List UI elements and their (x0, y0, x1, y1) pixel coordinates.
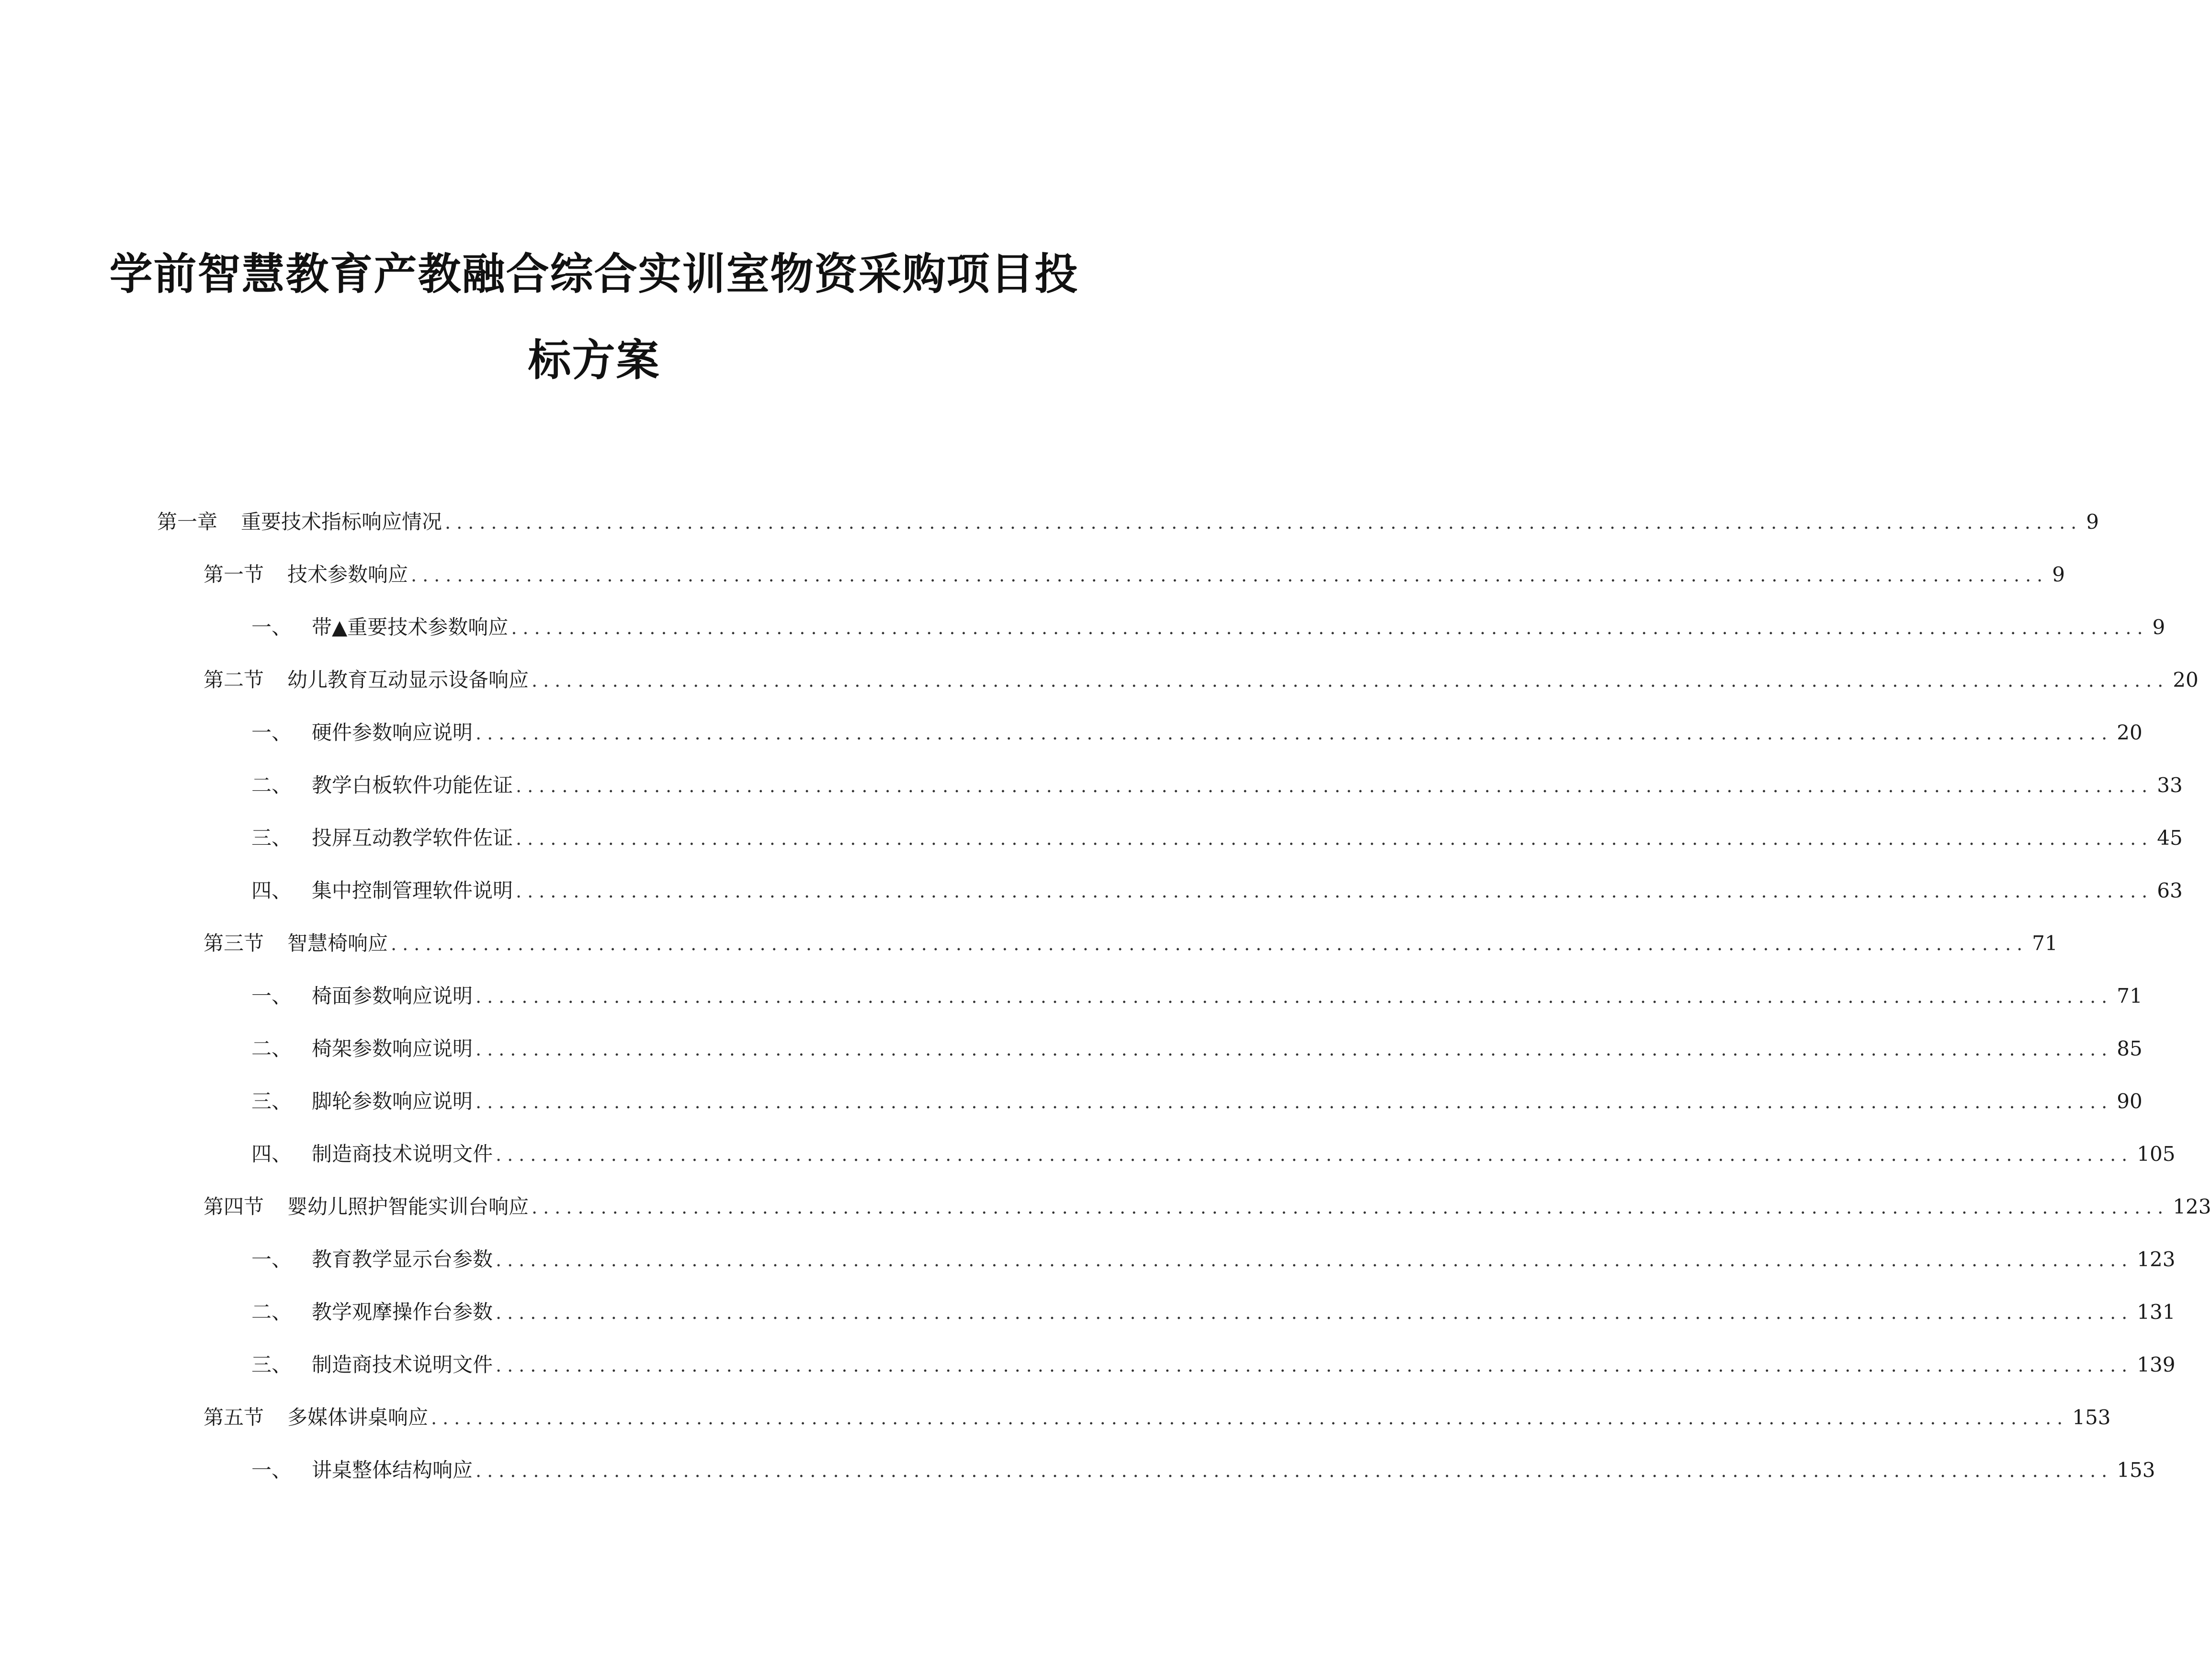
toc-entry[interactable] (251, 1298, 2176, 1327)
toc-page-number: 153 (2117, 1458, 2155, 1482)
toc-entry[interactable] (251, 1456, 2155, 1485)
toc-entry[interactable] (204, 560, 2065, 589)
toc-page-number: 105 (2137, 1142, 2176, 1166)
toc-entry[interactable] (251, 1245, 2176, 1274)
toc-entry[interactable] (251, 982, 2143, 1010)
toc-page-number: 9 (2152, 615, 2166, 639)
toc-dot-leader: .............................................................................................................................................. (516, 828, 2154, 849)
toc-entry-label: 二、 椅架参数响应说明 (251, 1037, 473, 1060)
toc-entry-label: 二、 教学观摩操作台参数 (251, 1300, 493, 1324)
toc-page-number: 20 (2117, 721, 2143, 744)
toc-dot-leader: .............................................................................................................................................. (391, 933, 2029, 954)
toc-entry-label: 三、 脚轮参数响应说明 (251, 1090, 473, 1113)
toc-page-number: 71 (2117, 984, 2143, 1008)
toc-entry[interactable] (204, 1192, 2211, 1221)
toc-dot-leader: .............................................................................................................................................. (511, 617, 2149, 638)
toc-dot-leader: .............................................................................................................................................. (496, 1355, 2133, 1376)
toc-entry-label: 一、 讲桌整体结构响应 (251, 1458, 473, 1482)
toc-page-number: 90 (2117, 1090, 2143, 1113)
toc-dot-leader: .............................................................................................................................................. (476, 986, 2113, 1007)
toc-dot-leader: .............................................................................................................................................. (476, 723, 2113, 744)
toc-dot-leader: .............................................................................................................................................. (476, 1039, 2113, 1060)
toc-entry-label: 四、 集中控制管理软件说明 (251, 879, 513, 902)
toc-entry[interactable] (157, 508, 2099, 536)
toc-entry-label: 第三节 智慧椅响应 (204, 931, 388, 955)
toc-entry-label: 第二节 幼儿教育互动显示设备响应 (204, 668, 529, 692)
toc-entry-label: 二、 教学白板软件功能佐证 (251, 773, 513, 797)
toc-entry[interactable] (251, 718, 2143, 747)
toc-entry-label: 三、 制造商技术说明文件 (251, 1353, 493, 1376)
toc-entry[interactable] (251, 771, 2183, 800)
toc-entry[interactable] (251, 824, 2183, 852)
toc-page-number: 33 (2157, 773, 2183, 797)
toc-page-number: 45 (2157, 826, 2183, 850)
toc-page-number: 85 (2117, 1037, 2143, 1060)
toc-entry-label: 一、 教育教学显示台参数 (251, 1248, 493, 1271)
toc-page-number: 9 (2086, 510, 2099, 534)
toc-page-number: 123 (2137, 1248, 2176, 1271)
toc-entry[interactable] (251, 1087, 2143, 1116)
toc-page-number: 153 (2072, 1406, 2111, 1429)
toc-dot-leader: .............................................................................................................................................. (411, 565, 2049, 586)
toc-page-number: 9 (2052, 563, 2065, 586)
toc-dot-leader: .............................................................................................................................................. (532, 1197, 2169, 1218)
toc-entry[interactable] (251, 876, 2183, 905)
toc-entry[interactable] (204, 929, 2058, 958)
toc-entry[interactable] (251, 1351, 2176, 1379)
toc-entry[interactable] (251, 1140, 2176, 1169)
document-title-line-2: 标方案 (528, 335, 660, 386)
toc-entry-label: 一、 椅面参数响应说明 (251, 984, 473, 1008)
toc-entry-label: 第四节 婴幼儿照护智能实训台响应 (204, 1195, 529, 1218)
toc-page-number: 71 (2032, 931, 2058, 955)
toc-entry[interactable] (251, 613, 2166, 642)
toc-page-number: 139 (2137, 1353, 2176, 1376)
toc-dot-leader: .............................................................................................................................................. (476, 1091, 2113, 1112)
toc-dot-leader: .............................................................................................................................................. (532, 670, 2169, 691)
toc-page-number: 63 (2157, 879, 2183, 902)
toc-entry-label: 第五节 多媒体讲桌响应 (204, 1406, 429, 1429)
toc-dot-leader: .............................................................................................................................................. (496, 1302, 2133, 1323)
toc-entry-label: 四、 制造商技术说明文件 (251, 1142, 493, 1166)
toc-page-number: 20 (2173, 668, 2199, 692)
document-title-line-1: 学前智慧教育产教融合综合实训室物资采购项目投 (109, 249, 1079, 299)
toc-dot-leader: .............................................................................................................................................. (496, 1144, 2133, 1165)
toc-dot-leader: .............................................................................................................................................. (496, 1249, 2133, 1271)
toc-page-number: 131 (2137, 1300, 2176, 1324)
toc-dot-leader: .............................................................................................................................................. (516, 775, 2154, 796)
toc-entry-label: 三、 投屏互动教学软件佐证 (251, 826, 513, 850)
toc-entry[interactable] (251, 1034, 2143, 1063)
toc-entry-label: 第一章 重要技术指标响应情况 (157, 510, 442, 534)
toc-page-number: 123 (2173, 1195, 2211, 1218)
toc-entry-label: 第一节 技术参数响应 (204, 563, 408, 586)
toc-dot-leader: .............................................................................................................................................. (445, 512, 2083, 533)
toc-entry-label: 一、 带▲重要技术参数响应 (251, 615, 509, 639)
toc-dot-leader: .............................................................................................................................................. (516, 881, 2154, 902)
toc-entry-label: 一、 硬件参数响应说明 (251, 721, 473, 744)
toc-dot-leader: .............................................................................................................................................. (431, 1408, 2069, 1429)
toc-entry[interactable] (204, 1403, 2111, 1432)
toc-dot-leader: .............................................................................................................................................. (476, 1460, 2113, 1481)
toc-entry[interactable] (204, 666, 2199, 694)
